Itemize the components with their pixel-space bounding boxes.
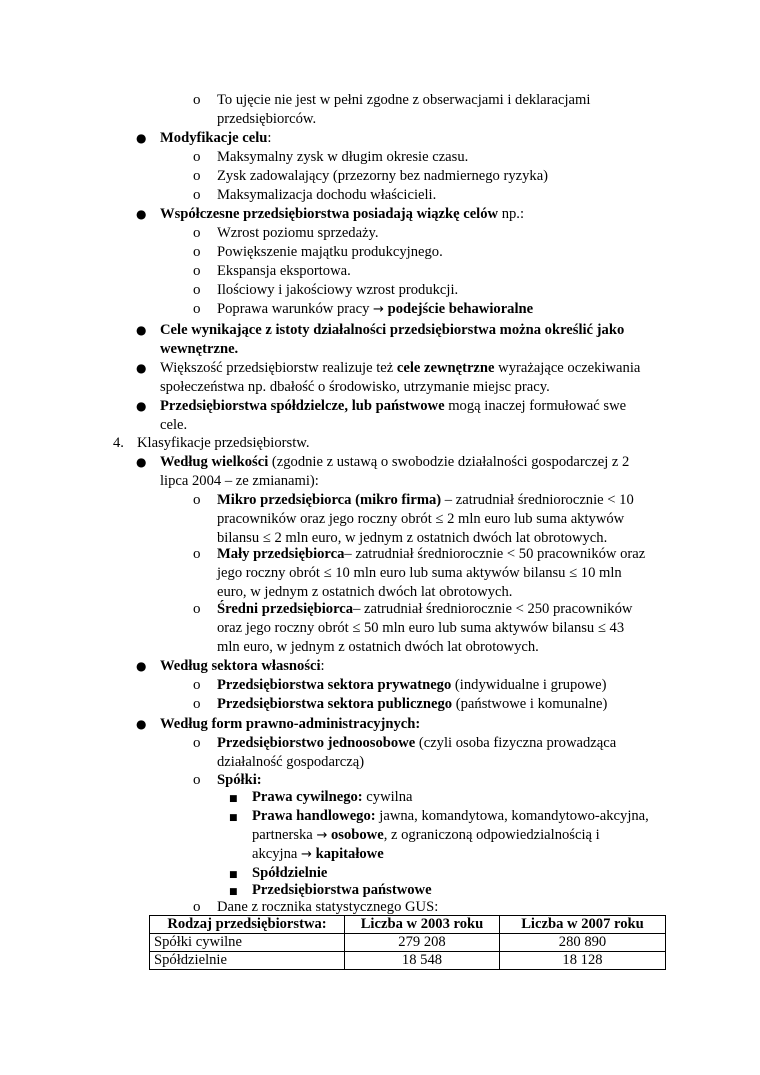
text-line: Zysk zadowalający (przezorny bez nadmiernego ryzyka) [217,168,549,184]
text-line: jego roczny obrót ≤ 10 mln euro lub suma aktywów bilansu ≤ 10 mln [217,565,622,581]
circle-bullet-icon: o [193,149,201,165]
heading-line: Według form prawno-administracyjnych: [160,716,421,732]
heading-line: Współczesne przedsiębiorstwa posiadają wiązkę celów np.: [160,206,525,222]
text-line: akcyjna → kapitałowe [252,846,384,862]
disc-bullet-icon: ● [136,361,147,375]
square-bullet-icon: ■ [229,887,238,897]
circle-bullet-icon: o [193,225,201,241]
circle-bullet-icon: o [193,92,201,108]
text-line: Dane z rocznika statystycznego GUS: [217,899,439,915]
circle-bullet-icon: o [193,735,201,751]
disc-bullet-icon: ● [136,399,147,413]
text-line: Ilościowy i jakościowy wzrost produkcji. [217,282,459,298]
circle-bullet-icon: o [193,601,201,617]
text-line: bilansu ≤ 2 mln euro, w jednym z ostatnich dwóch lat obrotowych. [217,530,608,546]
text-line: Wzrost poziomu sprzedaży. [217,225,379,241]
circle-bullet-icon: o [193,546,201,562]
text-line: oraz jego roczny obrót ≤ 50 mln euro lub suma aktywów bilansu ≤ 43 [217,620,625,636]
text-line: Ekspansja eksportowa. [217,263,351,279]
table-cell: Spółdzielnie [150,952,345,970]
circle-bullet-icon: o [193,244,201,260]
disc-bullet-icon: ● [136,131,147,145]
disc-bullet-icon: ● [136,717,147,731]
circle-bullet-icon: o [193,677,201,693]
heading-line: Cele wynikające z istoty działalności przedsiębiorstwa można określić jako [160,322,625,338]
table-header-cell: Rodzaj przedsiębiorstwa: [150,916,345,934]
text-line: To ujęcie nie jest w pełni zgodne z obserwacjami i deklaracjami [217,92,591,108]
text-line: Maksymalny zysk w długim okresie czasu. [217,149,469,165]
heading-line: Przedsiębiorstwa państwowe [252,882,432,898]
text-line: przedsiębiorców. [217,111,317,127]
text-line: Według wielkości (zgodnie z ustawą o swobodzie działalności gospodarczej z 2 [160,454,630,470]
text-line: lipca 2004 – ze zmianami): [160,473,319,489]
table-header-cell: Liczba w 2003 roku [345,916,500,934]
text-line: Przedsiębiorstwa spółdzielcze, lub państwowe mogą inaczej formułować swe [160,398,627,414]
text-line: Mikro przedsiębiorca (mikro firma) – zatrudniał średniorocznie < 10 [217,492,634,508]
disc-bullet-icon: ● [136,455,147,469]
list-number: 4. [113,435,124,451]
circle-bullet-icon: o [193,696,201,712]
table-cell: 279 208 [345,934,500,952]
arrow-right-icon: → [316,828,328,843]
square-bullet-icon: ■ [229,794,238,804]
circle-bullet-icon: o [193,168,201,184]
circle-bullet-icon: o [193,301,201,317]
heading-line: Modyfikacje celu: [160,130,272,146]
circle-bullet-icon: o [193,282,201,298]
text-line: partnerska → osobowe, z ograniczoną odpowiedzialnością i [252,827,600,843]
text-line: Przedsiębiorstwo jednoosobowe (czyli osoba fizyczna prowadząca [217,735,617,751]
table-row [150,934,666,952]
arrow-right-icon: → [373,302,384,317]
disc-bullet-icon: ● [136,659,147,673]
text-line: Średni przedsiębiorca– zatrudniał średniorocznie < 250 pracowników [217,601,633,617]
text-line: cele. [160,417,188,433]
arrow-right-icon: → [301,847,312,862]
text-line: Powiększenie majątku produkcyjnego. [217,244,443,260]
text-line: Mały przedsiębiorca– zatrudniał średniorocznie < 50 pracowników oraz [217,546,646,562]
circle-bullet-icon: o [193,492,201,508]
circle-bullet-icon: o [193,772,201,788]
table-row [150,952,666,970]
text-line: Przedsiębiorstwa sektora publicznego (państwowe i komunalne) [217,696,608,712]
gus-statistics-table [149,915,666,970]
heading-line: Według sektora własności: [160,658,325,674]
text-line: Większość przedsiębiorstw realizuje też cele zewnętrzne wyrażające oczekiwania [160,360,641,376]
text-line: Maksymalizacja dochodu właścicieli. [217,187,437,203]
table-cell: 280 890 [500,934,666,952]
table-header-cell: Liczba w 2007 roku [500,916,666,934]
circle-bullet-icon: o [193,899,201,915]
square-bullet-icon: ■ [229,813,238,823]
circle-bullet-icon: o [193,263,201,279]
heading-line: Spółdzielnie [252,865,328,881]
table-header-row [150,916,666,934]
text-line: Przedsiębiorstwa sektora prywatnego (indywidualne i grupowe) [217,677,607,693]
text-line: Prawa cywilnego: cywilna [252,789,413,805]
square-bullet-icon: ■ [229,870,238,880]
disc-bullet-icon: ● [136,207,147,221]
circle-bullet-icon: o [193,187,201,203]
table-cell: Spółki cywilne [150,934,345,952]
table-cell: 18 548 [345,952,500,970]
text-line: działalność gospodarczą) [217,754,365,770]
text-line: społeczeństwa np. dbałość o środowisko, utrzymanie miejsc pracy. [160,379,550,395]
table-cell: 18 128 [500,952,666,970]
heading-line: Spółki: [217,772,262,788]
disc-bullet-icon: ● [136,323,147,337]
text-line: Prawa handlowego: jawna, komandytowa, komandytowo-akcyjna, [252,808,649,824]
section-title: Klasyfikacje przedsiębiorstw. [137,435,310,451]
text-line: Poprawa warunków pracy → podejście behawioralne [217,301,534,317]
text-line: euro, w jednym z ostatnich dwóch lat obrotowych. [217,584,513,600]
text-line: pracowników oraz jego roczny obrót ≤ 2 mln euro lub suma aktywów [217,511,625,527]
heading-line: wewnętrzne. [160,341,239,357]
text-line: mln euro, w jednym z ostatnich dwóch lat obrotowych. [217,639,539,655]
